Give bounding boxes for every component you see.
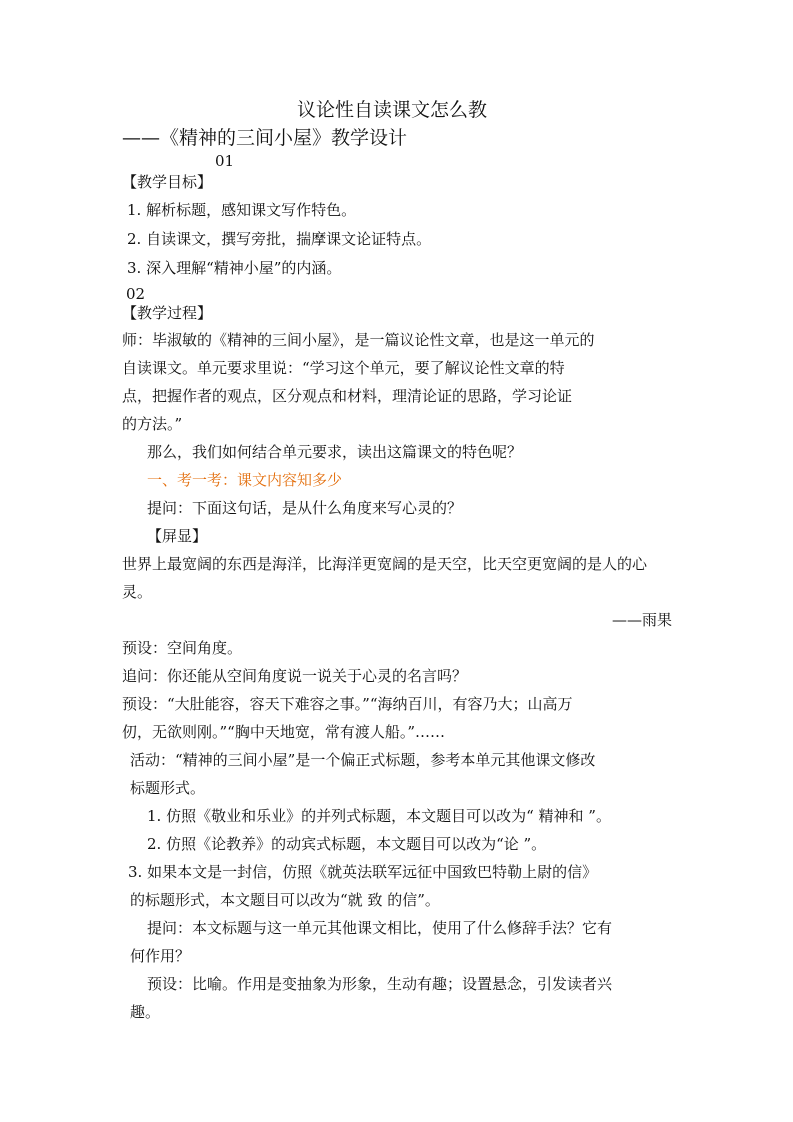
paragraph-line: 那么，我们如何结合单元要求，读出这篇课文的特色呢？ xyxy=(147,443,523,461)
objective-item: 1. 解析标题，感知课文写作特色。 xyxy=(127,201,357,219)
paragraph-line: 预设：空间角度。 xyxy=(122,639,243,657)
paragraph-line: 的方法。” xyxy=(122,415,183,433)
screen-label: 【屏显】 xyxy=(147,527,208,545)
quote-author: ——雨果 xyxy=(611,611,672,629)
paragraph-line: 仞，无欲则刚。”“胸中天地宽，常有渡人船。”…… xyxy=(122,723,446,741)
section-heading: 【教学过程】 xyxy=(122,304,213,322)
paragraph-line: 何作用？ xyxy=(130,947,191,965)
paragraph-line: 提问：下面这句话，是从什么角度来写心灵的？ xyxy=(147,499,463,517)
section-number: 02 xyxy=(126,285,146,303)
paragraph-line: 趣。 xyxy=(130,1003,161,1021)
activity-item: 2. 仿照《论教养》的动宾式标题，本文题目可以改为“论 ”。 xyxy=(147,835,547,853)
activity-item: 3. 如果本文是一封信，仿照《就英法联军远征中国致巴特勒上尉的信》 xyxy=(128,863,598,881)
document-title: 议论性自读课文怎么教 xyxy=(297,99,488,121)
paragraph-line: 标题形式。 xyxy=(130,779,206,797)
activity-item: 的标题形式，本文题目可以改为“就 致 的信”。 xyxy=(130,891,440,909)
document-subtitle: ——《精神的三间小屋》教学设计 xyxy=(122,127,408,149)
objective-item: 3. 深入理解“精神小屋”的内涵。 xyxy=(127,259,342,277)
paragraph-line: 预设：“大肚能容，容天下难容之事。”“海纳百川，有容乃大；山高万 xyxy=(122,695,573,713)
objective-item: 2. 自读课文，撰写旁批，揣摩课文论证特点。 xyxy=(127,230,432,248)
paragraph-line: 点，把握作者的观点，区分观点和材料，理清论证的思路，学习论证 xyxy=(122,387,573,405)
paragraph-line: 追问：你还能从空间角度说一说关于心灵的名言吗？ xyxy=(122,667,468,685)
paragraph-line: 师：毕淑敏的《精神的三间小屋》，是一篇议论性文章，也是这一单元的 xyxy=(122,331,595,349)
part-heading: 一、考一考：课文内容知多少 xyxy=(147,471,343,489)
quote-line: 灵。 xyxy=(122,583,153,601)
paragraph-line: 自读课文。单元要求里说：“学习这个单元，要了解议论性文章的特 xyxy=(122,359,565,377)
paragraph-line: 提问：本文标题与这一单元其他课文相比，使用了什么修辞手法？它有 xyxy=(147,919,613,937)
section-heading: 【教学目标】 xyxy=(122,173,213,191)
quote-line: 世界上最宽阔的东西是海洋，比海洋更宽阔的是天空，比天空更宽阔的是人的心 xyxy=(122,555,648,573)
paragraph-line: 活动：“精神的三间小屋”是一个偏正式标题，参考本单元其他课文修改 xyxy=(130,751,596,769)
paragraph-line: 预设：比喻。作用是变抽象为形象，生动有趣；设置悬念，引发读者兴 xyxy=(147,975,613,993)
section-number: 01 xyxy=(215,152,235,170)
activity-item: 1. 仿照《敬业和乐业》的并列式标题，本文题目可以改为“ 精神和 ”。 xyxy=(147,807,611,825)
